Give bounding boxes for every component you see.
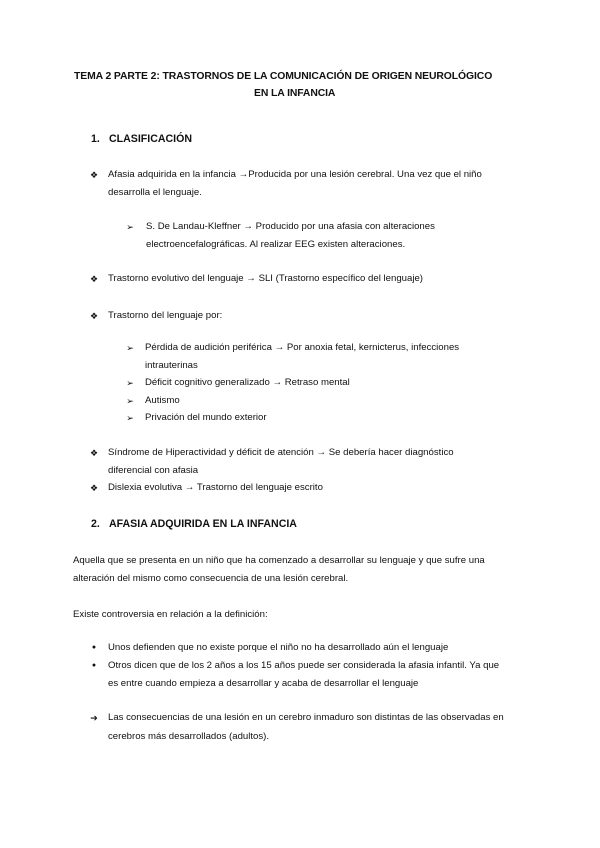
list-item-afasia-line-1: Afasia adquirida en la infancia →Producida por una lesión cerebral. Una vez que el niño [108,169,482,180]
bullet-unos-defienden: Unos defienden que no existe porque el niño no ha desarrollado aún el lenguaje [108,642,449,653]
paragraph-controversy: Existe controversia en relación a la definición: [73,609,268,620]
page-title-line-1: TEMA 2 PARTE 2: TRASTORNOS DE LA COMUNICACIÓN DE ORIGEN NEUROLÓGICO [74,71,493,82]
arrowhead-bullet-icon: ➢ [126,378,134,388]
arrowhead-bullet-icon: ➢ [126,343,134,353]
sub-item-landau-line-1: S. De Landau-Kleffner → Producido por una afasia con alteraciones [146,221,435,232]
list-item-hiperactividad-line-2: diferencial con afasia [108,465,199,476]
arrowhead-bullet-icon: ➢ [126,413,134,423]
dot-bullet-icon: ● [91,662,97,669]
list-item-trastorno-evolutivo: Trastorno evolutivo del lenguaje → SLI (Trastorno específico del lenguaje) [108,273,423,284]
list-item-dislexia: Dislexia evolutiva → Trastorno del lenguaje escrito [108,482,323,493]
dot-bullet-icon: ● [91,644,97,651]
bullet-otros-dicen-line-1: Otros dicen que de los 2 años a los 15 años puede ser considerada la afasia infantil. Ya que [108,660,500,671]
list-item-afasia-line-2: desarrolla el lenguaje. [108,187,202,198]
sub-item-audicion-line-2: intrauterinas [145,360,198,371]
bullet-otros-dicen-line-2: es entre cuando empieza a desarrollar y acaba de desarrollar el lenguaje [108,678,419,689]
diamond-bullet-icon: ❖ [89,274,99,284]
sub-item-deficit: Déficit cognitivo generalizado → Retraso mental [145,377,350,388]
arrow-item-consecuencias-line-2: cerebros más desarrollados (adultos). [108,731,270,742]
section-1-heading: CLASIFICACIÓN [109,133,192,145]
section-2-number: 2. [91,518,100,530]
list-item-trastorno-por: Trastorno del lenguaje por: [108,310,223,321]
section-2-heading: AFASIA ADQUIRIDA EN LA INFANCIA [109,518,297,530]
arrowhead-bullet-icon: ➢ [126,222,134,232]
page-title-line-2: EN LA INFANCIA [254,88,336,99]
sub-item-landau-line-2: electroencefalográficas. Al realizar EEG existen alteraciones. [146,239,406,250]
list-item-hiperactividad-line-1: Síndrome de Hiperactividad y déficit de atención → Se debería hacer diagnóstico [108,447,454,458]
sub-item-privacion: Privación del mundo exterior [145,412,267,423]
arrowhead-bullet-icon: ➢ [126,396,134,406]
diamond-bullet-icon: ❖ [89,170,99,180]
paragraph-definition-line-1: Aquella que se presenta en un niño que ha comenzado a desarrollar su lenguaje y que sufre una [73,555,485,566]
arrow-bullet-icon: ➔ [90,713,98,723]
sub-item-audicion-line-1: Pérdida de audición periférica → Por anoxia fetal, kernicterus, infecciones [145,342,460,353]
diamond-bullet-icon: ❖ [89,448,99,458]
section-1-number: 1. [91,133,100,145]
sub-item-autismo: Autismo [145,395,180,406]
paragraph-definition-line-2: alteración del mismo como consecuencia de una lesión cerebral. [73,573,349,584]
diamond-bullet-icon: ❖ [89,311,99,321]
diamond-bullet-icon: ❖ [89,483,99,493]
arrow-item-consecuencias-line-1: Las consecuencias de una lesión en un cerebro inmaduro son distintas de las observadas en [108,712,504,723]
